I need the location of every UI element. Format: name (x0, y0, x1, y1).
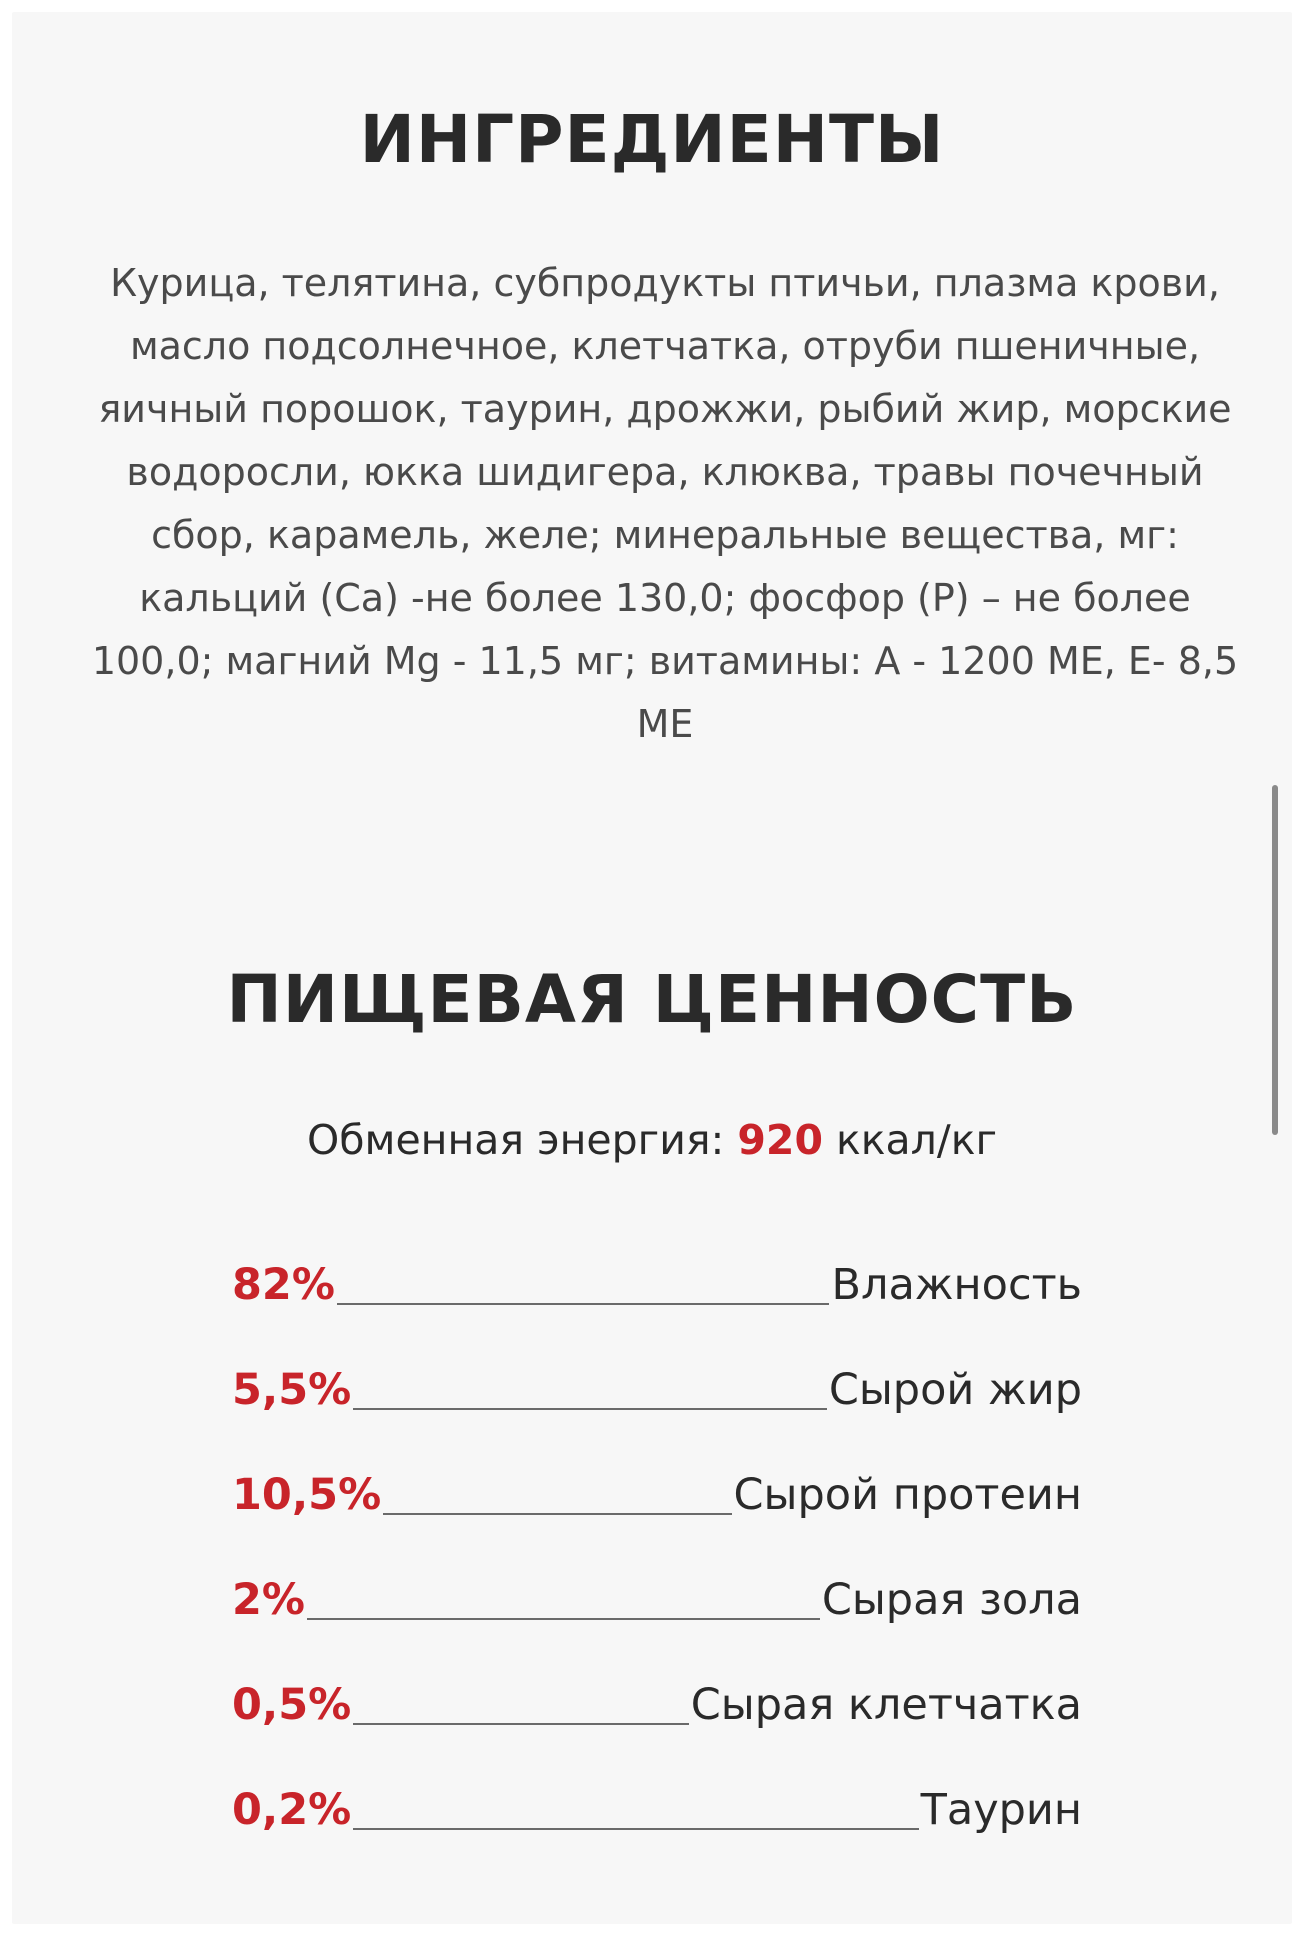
content-panel (12, 12, 1292, 1924)
nutrition-name: Таурин (920, 1785, 1082, 1835)
nutrition-title: ПИЩЕВАЯ ЦЕННОСТЬ (226, 961, 1078, 1038)
leader-line (383, 1513, 731, 1515)
nutrition-name: Сырой жир (828, 1365, 1082, 1415)
nutrition-percent: 0,2% (232, 1785, 352, 1835)
nutrition-row-ash (232, 1523, 1082, 1628)
nutrition-name: Сырая зола (821, 1575, 1082, 1625)
leader-line (337, 1303, 830, 1305)
nutrition-percent: 82% (232, 1260, 335, 1310)
nutrition-name: Влажность (831, 1260, 1082, 1310)
leader-line (353, 1828, 918, 1830)
nutrition-percent: 0,5% (232, 1680, 352, 1730)
leader-line (353, 1408, 827, 1410)
nutrition-row-protein (232, 1418, 1082, 1523)
ingredients-text: Курица, телятина, субпродукты птичьи, плазма крови, масло подсолнечное, клетчатка, отруби пшеничные, яичный порошок, таурин, дрожжи, рыбий жир, морские водоросли, юкка шидигера, клюква, травы почечный сбор, карамель, желе; минеральные вещества, мг: кальций (Са) -не более 130,0; фосфор (Р) – не более 100,0; магний Mg - 11,5 мг; витамины: А - 1200 МЕ, Е- 8,5 МЕ (91, 261, 1239, 746)
nutrition-row-moisture (232, 1208, 1082, 1313)
energy-unit: ккал/кг (836, 1116, 998, 1164)
nutrition-percent: 2% (232, 1575, 306, 1625)
leader-line (307, 1618, 820, 1620)
energy-line (12, 1112, 1292, 1168)
nutrition-name: Сырая клетчатка (690, 1680, 1082, 1730)
nutrition-percent: 5,5% (232, 1365, 352, 1415)
energy-value: 920 (737, 1116, 823, 1164)
scrollbar[interactable] (1272, 785, 1278, 1135)
nutrition-row-taurine (232, 1733, 1082, 1838)
nutrition-row-fiber (232, 1628, 1082, 1733)
ingredients-title: ИНГРЕДИЕНТЫ (359, 101, 945, 178)
nutrition-row-fat (232, 1313, 1082, 1418)
energy-label: Обменная энергия: (306, 1116, 725, 1164)
nutrition-list (232, 1208, 1082, 1838)
nutrition-name: Сырой протеин (733, 1470, 1082, 1520)
nutrition-percent: 10,5% (232, 1470, 382, 1520)
leader-line (353, 1723, 688, 1725)
